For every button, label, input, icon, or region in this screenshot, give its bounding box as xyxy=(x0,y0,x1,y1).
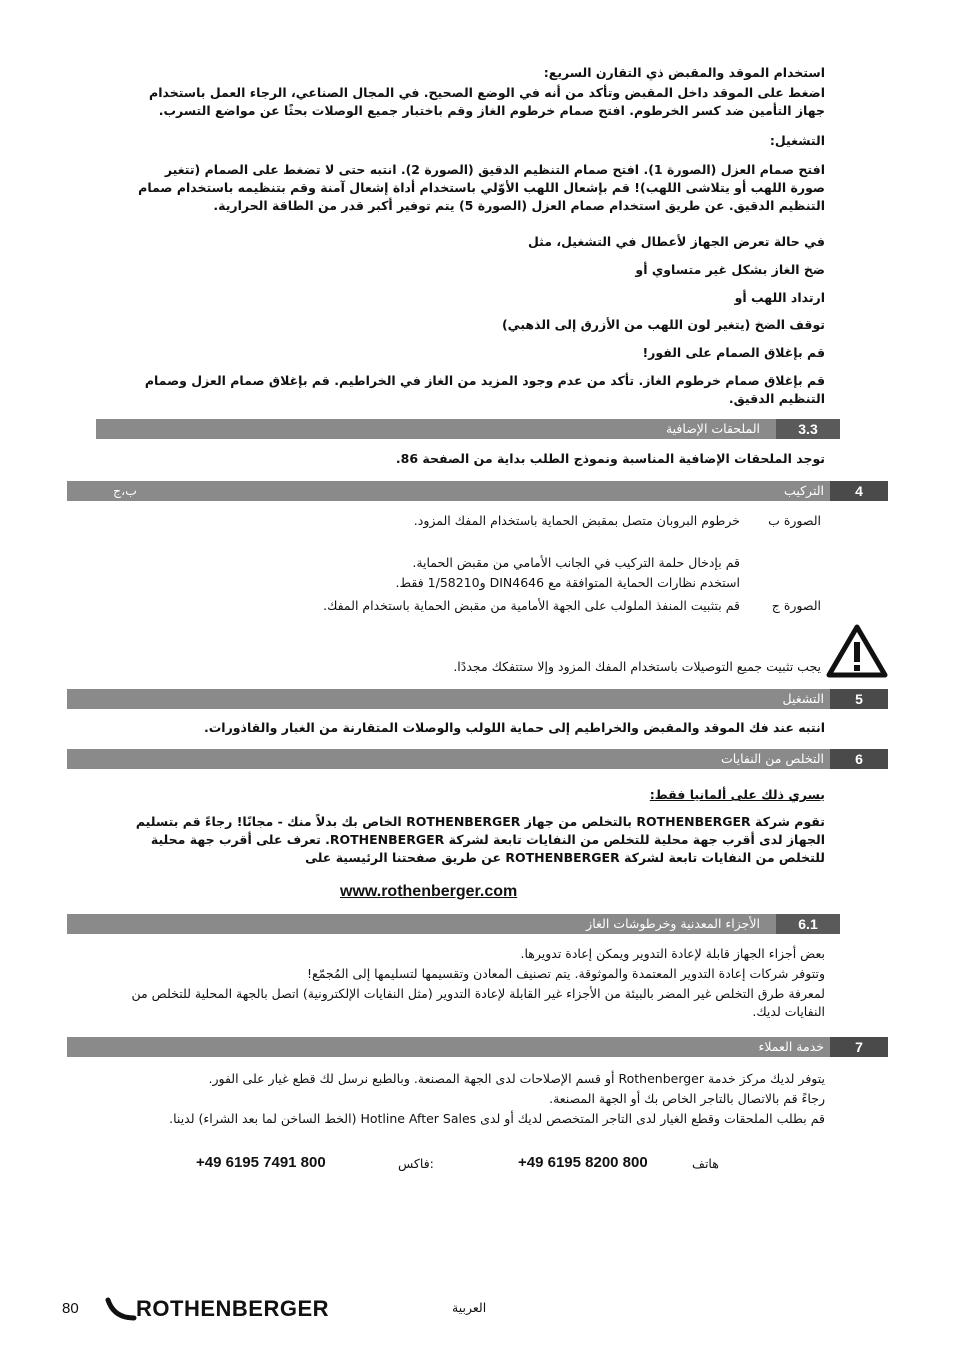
section-number: 3.3 xyxy=(776,419,840,439)
fault-item-3: توقف الضخ (يتغير لون اللهب من الأزرق إلى الذهبي) xyxy=(501,317,825,332)
germany-only: يسري ذلك على ألمانيا فقط: xyxy=(649,787,825,802)
fault-intro: في حالة تعرض الجهاز لأعطال في التشغيل، مثل xyxy=(528,234,825,249)
section-title: الأجزاء المعدنية وخرطوشات الغاز xyxy=(586,916,760,931)
section-bar-6 xyxy=(67,749,888,769)
recycling-line-2: وتتوفر شركات إعادة التدوير المعتمدة والموثوقة. يتم تصنيف المعادن وتقسيمها لتسليمها إلى المُجمّع! xyxy=(307,966,825,981)
disposal-text: تقوم شركة ROTHENBERGER بالتخلص من جهاز ROTHENBERGER الخاص بك بدلاً منك - مجانًا! رجاءً قم بتسليم الجهاز لدى أقرب جهة محلية للتخلص من النفايات تابعة لشركة ROTHENBERGER. تعرف على أقرب جهة محلية للتخلص من النفايات تابعة لشركة ROTHENBERGER عن طريق صفحتنا الرئيسية على xyxy=(135,814,825,865)
warning-triangle-icon xyxy=(826,624,888,678)
quick-coupling-heading: استخدام الموقد والمقبض ذي التقارن السريع: xyxy=(543,65,825,80)
phone-label: هاتف xyxy=(692,1156,719,1171)
section-title: خدمة العملاء xyxy=(758,1039,824,1054)
section-bar-6-1 xyxy=(67,914,840,934)
recycling-line-3: لمعرفة طرق التخلص غير المضر بالبيئة من الأجزاء غير القابلة لإعادة التدوير (مثل النفايات الإلكترونية) اتصل بالجهة المحلية للتخلص من النفايات لديك. xyxy=(131,986,825,1019)
figure-b-label: الصورة ب xyxy=(768,513,821,528)
recycling-line-1: بعض أجزاء الجهاز قابلة لإعادة التدوير ويمكن إعادة تدويرها. xyxy=(520,946,825,961)
section-bar-3-3 xyxy=(96,419,840,439)
fault-item-1: ضخ الغاز بشكل غير متساوي أو xyxy=(635,262,825,277)
fax-number: +49 6195 7491 800 xyxy=(196,1154,326,1171)
figure-c-text: قم بتثبيت المنفذ الملولب على الجهة الأمامية من مقبض الحماية باستخدام المفك. xyxy=(323,598,740,613)
section-number: 4 xyxy=(830,481,888,501)
service-line-2: رجاءً قم بالاتصال بالتاجر الخاص بك أو الجهة المصنعة. xyxy=(549,1091,825,1106)
fault-item-2: ارتداد اللهب أو xyxy=(734,290,825,305)
warning-text: يجب تثبيت جميع التوصيلات باستخدام المفك المزود وإلا ستتفكك مجددًا. xyxy=(453,659,821,674)
brand-logo: ROTHENBERGER xyxy=(136,1296,330,1321)
section-title: التخلص من النفايات xyxy=(721,751,824,766)
figure-b-text: خرطوم البروبان متصل بمقبض الحماية باستخدام المفك المزود. xyxy=(413,513,740,528)
language-label: العربية xyxy=(452,1300,487,1315)
section-number: 6 xyxy=(830,749,888,769)
accessories-text: توجد الملحقات الإضافية المناسبة ونموذج الطلب بداية من الصفحة 86. xyxy=(395,451,825,466)
service-line-1: يتوفر لديك مركز خدمة Rothenberger أو قسم الإصلاحات لدى الجهة المصنعة. وبالطبع نرسل لك قطع غيار على الفور. xyxy=(208,1071,825,1086)
figure-c-label: الصورة ج xyxy=(771,598,821,613)
section-number: 5 xyxy=(830,689,888,709)
service-line-3: قم بطلب الملحقات وقطع الغيار لدى التاجر المتخصص لديك أو لدى Hotline After Sales (الخط الساخن لما بعد الشراء) لدينا. xyxy=(169,1111,825,1126)
section-number: 7 xyxy=(830,1037,888,1057)
quick-coupling-paragraph: اضغط على الموقد داخل المقبض وتأكد من أنه في الوضع الصحيح. في المجال الصناعي، الرجاء العمل باستخدام جهاز التأمين ضد كسر الخرطوم. افتح صمام خرطوم الغاز وقم باختبار جميع الوصلات بحثًا عن مواضع التسرب. xyxy=(149,85,825,118)
section-bar-7 xyxy=(67,1037,888,1057)
rothenberger-swoosh-icon xyxy=(104,1296,138,1322)
section-title: الملحقات الإضافية xyxy=(665,421,760,436)
fax-label: فاكس: xyxy=(398,1156,434,1171)
page-number: 80 xyxy=(62,1300,79,1317)
operation-warning-text: انتبه عند فك الموقد والمقبض والخراطيم إلى حماية اللولب والوصلات المتقارنة من الغبار والقاذورات. xyxy=(204,720,825,735)
close-valve-now: قم بإغلاق الصمام على الفور! xyxy=(642,345,825,360)
website-link[interactable]: www.rothenberger.com xyxy=(340,883,518,900)
installation-line-3: استخدم نظارات الحماية المتوافقة مع DIN4646 و1/58210 فقط. xyxy=(395,575,740,590)
installation-line-2: قم بإدخال حلمة التركيب في الجانب الأمامي من مقبض الحماية. xyxy=(412,555,740,570)
operation-label: التشغيل: xyxy=(769,133,825,148)
operation-paragraph: افتح صمام العزل (الصورة 1). افتح صمام التنظيم الدقيق (الصورة 2). انتبه حتى لا تضغط على الصمام (تتغير صورة اللهب أو يتلاشى اللهب)! قم بإشعال اللهب الأوّلي باستخدام أداة إشعال آمنة وقم بتنظيمه باستخدام صمام التنظيم الدقيق. عن طريق استخدام صمام العزل (الصورة 5) يتم توفير أكبر قدر من الطاقة الحرارية. xyxy=(138,162,825,213)
section-bar-5 xyxy=(67,689,888,709)
close-valve-paragraph: قم بإغلاق صمام خرطوم الغاز. تأكد من عدم وجود المزيد من الغاز في الخراطيم. قم بإغلاق صمام العزل وصمام التنظيم الدقيق. xyxy=(144,373,825,406)
section-title: التشغيل xyxy=(782,691,824,706)
section-number: 6.1 xyxy=(776,914,840,934)
phone-number: +49 6195 8200 800 xyxy=(518,1154,648,1171)
figure-reference: ب،ج xyxy=(113,483,137,498)
section-title: التركيب xyxy=(784,483,824,498)
section-bar-4 xyxy=(67,481,888,501)
